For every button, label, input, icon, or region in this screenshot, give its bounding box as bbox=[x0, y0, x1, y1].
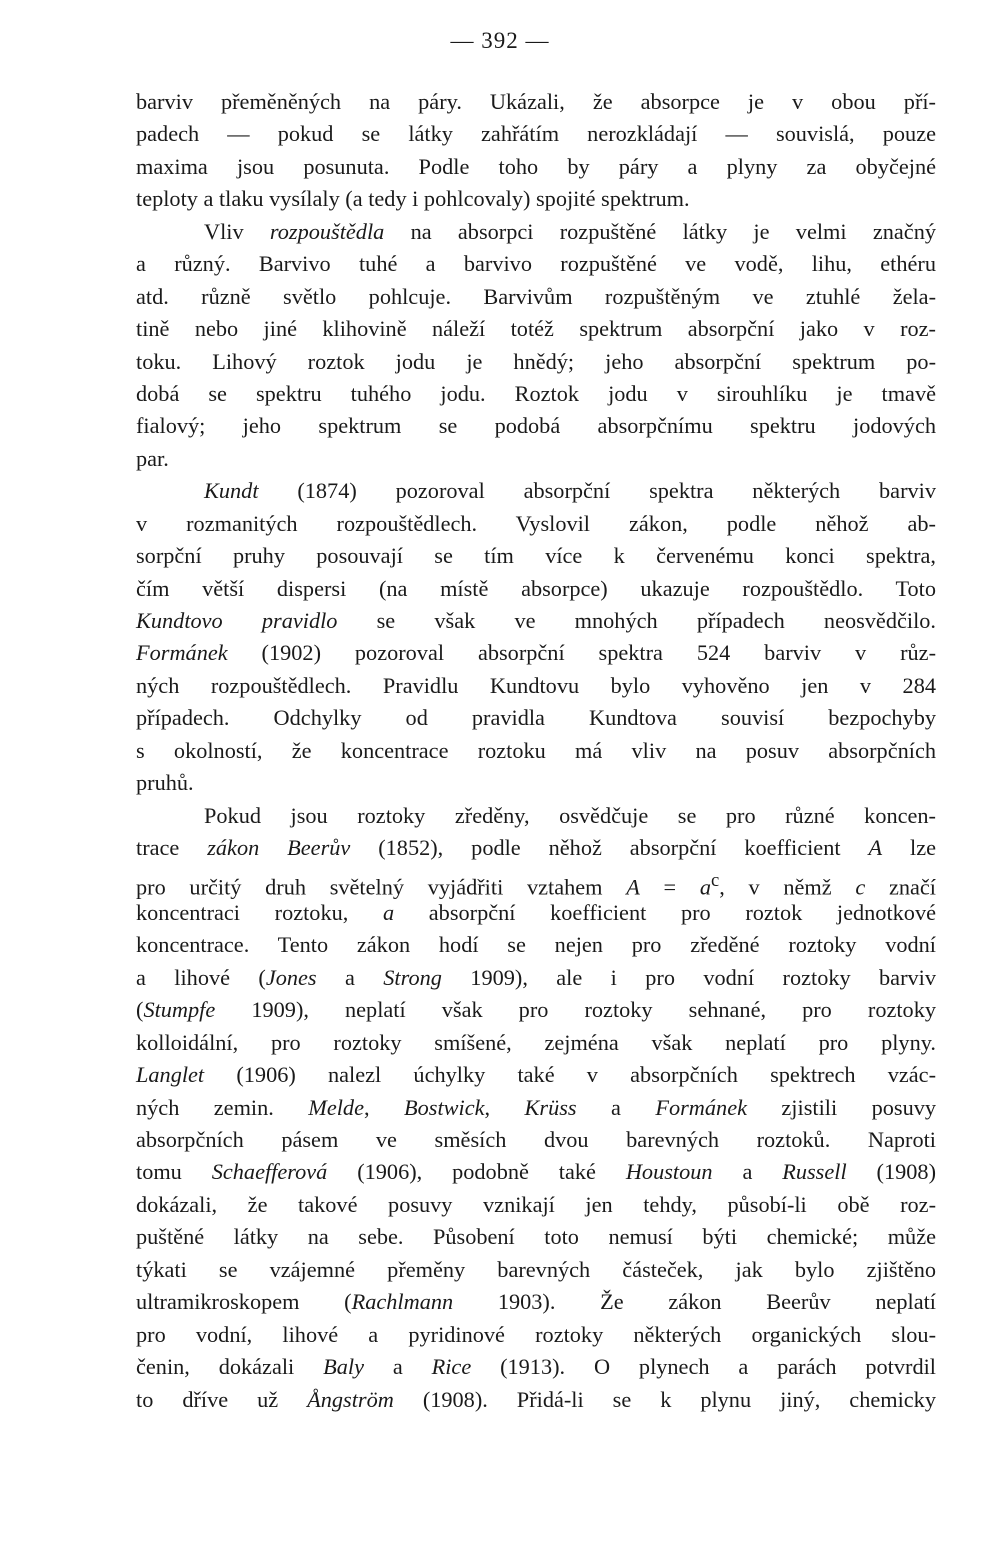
text-line: dobá se spektru tuhého jodu. Roztok jodu v sirouhlíku je tmavě bbox=[136, 380, 936, 406]
text-line: Langlet (1906) nalezl úchylky také v absorpčních spektrech vzác- bbox=[136, 1062, 936, 1088]
text-line: maxima jsou posunuta. Podle toho by páry a plyny za obyčejné bbox=[136, 153, 936, 179]
text-line: pro vodní, lihové a pyridinové roztoky některých organických slou- bbox=[136, 1321, 936, 1347]
text-line: čenin, dokázali Baly a Rice (1913). O plynech a parách potvrdil bbox=[136, 1354, 936, 1380]
text-line: pruhů. bbox=[136, 770, 194, 796]
text-line: čím větší dispersi (na místě absorpce) ukazuje rozpouštědlo. Toto bbox=[136, 575, 936, 601]
text-line: absorpčních pásem ve směsích dvou barevných roztoků. Naproti bbox=[136, 1127, 936, 1152]
text-line: koncentraci roztoku, a absorpční koefficient pro roztok jednotkové bbox=[136, 899, 936, 925]
body-text bbox=[136, 86, 936, 1416]
text-line: barviv přeměněných na páry. Ukázali, že absorpce je v obou pří- bbox=[136, 89, 936, 114]
text-line: dokázali, že takové posuvy vznikají jen tehdy, působí-li obě roz- bbox=[136, 1191, 936, 1217]
text-line: teploty a tlaku vysílaly (a tedy i pohlcovaly) spojité spektrum. bbox=[136, 186, 690, 212]
text-line: pro určitý druh světelný vyjádřiti vztahem $A = a^c$, v němž c značí bbox=[136, 869, 936, 899]
text-line: puštěné látky na sebe. Působení toto nemusí býti chemické; může bbox=[136, 1224, 936, 1250]
text-line: s okolností, že koncentrace roztoku má vliv na posuv absorpčních bbox=[136, 737, 936, 763]
text-line: trace zákon Beerův (1852), podle něhož absorpční koefficient A lze bbox=[136, 835, 936, 861]
text-line: to dříve už Ångström (1908). Přidá-li se k plynu jiný, chemicky bbox=[136, 1386, 936, 1412]
text-line: fialový; jeho spektrum se podobá absorpčnímu spektru jodových bbox=[136, 413, 936, 439]
text-line: Kundt (1874) pozoroval absorpční spektra některých barviv bbox=[204, 478, 936, 504]
text-line: Pokud jsou roztoky zředěny, osvědčuje se pro různé koncen- bbox=[204, 802, 936, 828]
text-line: a různý. Barvivo tuhé a barvivo rozpuštěné ve vodě, lihu, ethéru bbox=[136, 251, 936, 277]
text-line: tině nebo jiné klihovině náleží totéž spektrum absorpční jako v roz- bbox=[136, 316, 936, 342]
text-line: ných rozpouštědlech. Pravidlu Kundtovu bylo vyhověno jen v 284 bbox=[136, 672, 936, 698]
text-line: par. bbox=[136, 445, 169, 471]
text-line: případech. Odchylky od pravidla Kundtova souvisí bezpochyby bbox=[136, 705, 936, 731]
text-line: toku. Lihový roztok jodu je hnědý; jeho absorpční spektrum po- bbox=[136, 348, 936, 374]
text-line: týkati se vzájemné přeměny barevných částeček, jak bylo zjištěno bbox=[136, 1256, 936, 1282]
text-line: (Stumpfe 1909), neplatí však pro roztoky sehnané, pro roztoky bbox=[136, 997, 936, 1023]
text-line: ných zemin. Melde, Bostwick, Krüss a Formánek zjistili posuvy bbox=[136, 1094, 937, 1120]
text-line: sorpční pruhy posouvají se tím více k červenému konci spektra, bbox=[136, 543, 936, 569]
page-number: — 392 — bbox=[450, 28, 550, 53]
text-line: padech — pokud se látky zahřátím nerozkládají — souvislá, pouze bbox=[136, 121, 936, 147]
text-line: Formánek (1902) pozoroval absorpční spektra 524 barviv v růz- bbox=[136, 640, 936, 666]
text-line: a lihové (Jones a Strong 1909), ale i pro vodní roztoky barviv bbox=[136, 964, 936, 990]
text-line: atd. různě světlo pohlcuje. Barvivům rozpuštěným ve ztuhlé žela- bbox=[136, 283, 936, 309]
text-line: Kundtovo pravidlo se však ve mnohých případech neosvědčilo. bbox=[136, 608, 936, 633]
text-line: tomu Schaefferová (1906), podobně také Houstoun a Russell (1908) bbox=[136, 1159, 936, 1185]
text-line: v rozmanitých rozpouštědlech. Vyslovil zákon, podle něhož ab- bbox=[136, 510, 936, 536]
text-line: koncentrace. Tento zákon hodí se nejen pro zředěné roztoky vodní bbox=[136, 932, 936, 958]
text-line: kolloidální, pro roztoky smíšené, zejména však neplatí pro plyny. bbox=[136, 1029, 936, 1055]
text-line: Vliv rozpouštědla na absorpci rozpuštěné látky je velmi značný bbox=[204, 218, 936, 244]
text-line: ultramikroskopem (Rachlmann 1903). Že zákon Beerův neplatí bbox=[136, 1289, 936, 1315]
